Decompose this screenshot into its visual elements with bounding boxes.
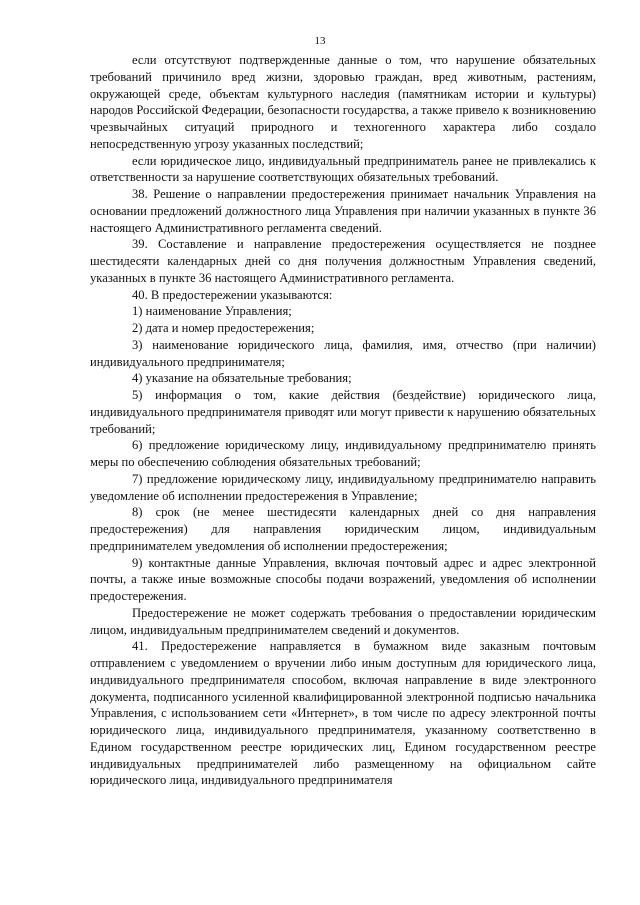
paragraph-41-delivery: 41. Предостережение направляется в бумажном виде заказным почтовым отправлением с уведомлением о вручении либо иным доступным для юридического лица, индивидуального предпринимателя способом, включая направление в виде электронного документа, подписанного усиленной квалифицированной электронной подписью начальника Управления, с использованием сети «Интернет», в том числе по адресу электронной почты юридического лица, индивидуального предпринимателя, указанному соответственно в Едином государственном реестре юридических лиц, Едином государственном реестре индивидуальных предпринимателей либо размещенному на официальном сайте юридического лица, индивидуального предпринимателя bbox=[90, 639, 596, 788]
list-item-1: 1) наименование Управления; bbox=[132, 304, 292, 319]
paragraph-38-decision: 38. Решение о направлении предостережения принимает начальник Управления на основании предложений должностного лица Управления при наличии указанных в пункте 36 настоящего Административного регламента сведений. bbox=[90, 187, 596, 235]
list-item-7: 7) предложение юридическому лицу, индивидуальному предпринимателю направить уведомление об исполнении предостережения в Управление; bbox=[90, 471, 596, 503]
paragraph-restriction: Предостережение не может содержать требования о предоставлении юридическим лицом, индивидуальным предпринимателем сведений и документов. bbox=[90, 605, 596, 637]
list-item-6: 6) предложение юридическому лицу, индивидуальному предпринимателю принять меры по обеспечению соблюдения обязательных требований; bbox=[90, 438, 596, 469]
list-item-9: 9) контактные данные Управления, включая почтовый адрес и адрес электронной почты, а также иные возможные способы подачи возражений, уведомления об исполнении предостережения. bbox=[90, 555, 596, 603]
document-body bbox=[90, 52, 596, 789]
list-item-4: 4) указание на обязательные требования; bbox=[132, 371, 352, 386]
paragraph-40-contents-heading: 40. В предостережении указываются: bbox=[132, 287, 333, 302]
paragraph-no-confirmed-harm: если отсутствуют подтвержденные данные о том, что нарушение обязательных требований причинило вред жизни, здоровью граждан, вред животным, растениям, окружающей среде, объектам культурного наследия (памятникам истории и культуры) народов Российской Федерации, безопасности государства, а также привело к возникновению чрезвычайных ситуаций природного и техногенного характера либо создало непосредственную угрозу указанных последствий; bbox=[90, 53, 596, 151]
paragraph-39-deadline: 39. Составление и направление предостережения осуществляется не позднее шестидесяти календарных дней со дня получения должностным Управления сведений, указанных в пункте 36 настоящего Административного регламента. bbox=[90, 237, 596, 285]
list-item-3: 3) наименование юридического лица, фамилия, имя, отчество (при наличии) индивидуального предпринимателя; bbox=[90, 337, 596, 369]
paragraph-not-previously-liable: если юридическое лицо, индивидуальный предприниматель ранее не привлекались к ответственности за нарушение соответствующих обязательных требований. bbox=[90, 153, 596, 185]
list-item-8: 8) срок (не менее шестидесяти календарных дней со дня направления предостережения) для направления юридическим лицом, индивидуальным предпринимателем уведомления об исполнении предостережения; bbox=[90, 505, 596, 553]
page-number: 13 bbox=[314, 35, 326, 47]
list-item-5: 5) информация о том, какие действия (бездействие) юридического лица, индивидуального предпринимателя приводят или могут привести к нарушению обязательных требований; bbox=[90, 388, 596, 436]
list-item-2: 2) дата и номер предостережения; bbox=[132, 321, 315, 335]
